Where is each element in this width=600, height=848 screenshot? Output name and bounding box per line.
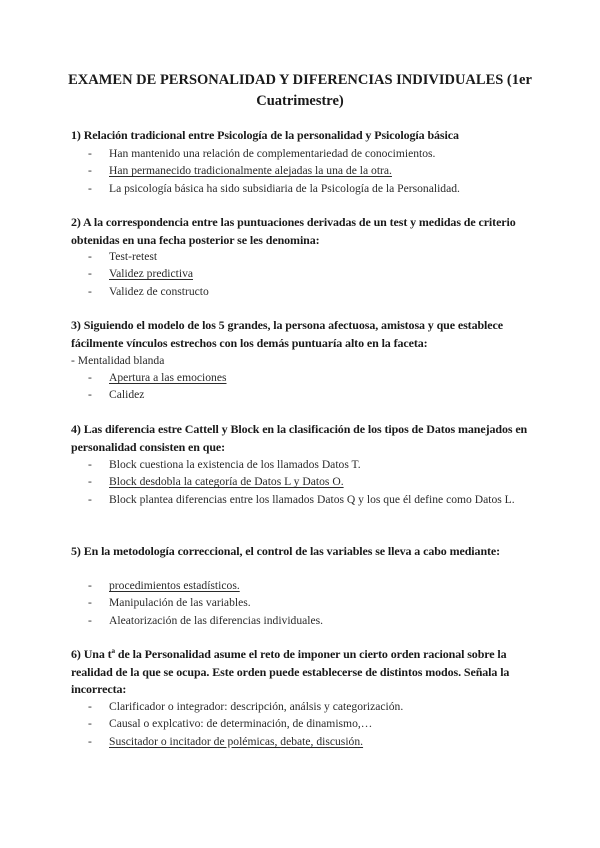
question-3: 3) Siguiendo el modelo de los 5 grandes, la persona afectuosa, amistosa y que establece fácilmente vínculos estrechos con los demás puntuaría alto en la faceta: [71, 318, 503, 350]
option: - Mentalidad blanda [71, 354, 165, 367]
question-1: 1) Relación tradicional entre Psicología de la personalidad y Psicología básica [71, 128, 459, 142]
options-2 [88, 248, 528, 300]
option-correct: - procedimientos estadísticos. [88, 577, 528, 594]
option-correct: - Block desdobla la categoría de Datos L y Datos O. [88, 473, 528, 490]
option-correct: - Apertura a las emociones [88, 369, 528, 386]
option: - La psicología básica ha sido subsidiaria de la Psicología de la Personalidad. [88, 180, 528, 197]
option: - Manipulación de las variables. [88, 594, 528, 611]
option: - Calidez [88, 386, 528, 403]
options-6 [88, 698, 528, 750]
option-correct: - Han permanecido tradicionalmente alejadas la una de la otra. [88, 162, 528, 179]
option: - Aleatorización de las diferencias individuales. [88, 612, 528, 629]
option: - Block plantea diferencias entre los llamados Datos Q y los que él define como Datos L. [88, 491, 528, 508]
option: - Causal o explcativo: de determinación, de dinamismo,… [88, 715, 528, 732]
question-4: 4) Las diferencia estre Cattell y Block en la clasificación de los tipos de Datos manejados en personalidad consisten en que: [71, 422, 528, 454]
question-2: 2) A la correspondencia entre las puntuaciones derivadas de un test y medidas de criterio obtenidas en una fecha posterior se les denomina: [71, 215, 516, 247]
option: - Block cuestiona la existencia de los llamados Datos T. [88, 456, 528, 473]
question-5: 5) En la metodología correccional, el control de las variables se lleva a cabo mediante: [71, 544, 501, 558]
options-4 [88, 456, 528, 508]
options-3 [88, 369, 528, 404]
options-5 [88, 577, 528, 629]
option-correct: - Suscitador o incitador de polémicas, debate, discusión. [88, 733, 528, 750]
option: - Validez de constructo [88, 283, 528, 300]
option: - Han mantenido una relación de complementariedad de conocimientos. [88, 145, 528, 162]
exam-title: EXAMEN DE PERSONALIDAD Y DIFERENCIAS INDIVIDUALES (1er Cuatrimestre) [68, 72, 532, 109]
option-correct: - Validez predictiva [88, 265, 528, 282]
option: - Clarificador o integrador: descripción, análsis y categorización. [88, 698, 528, 715]
options-1 [88, 145, 528, 197]
question-6: 6) Una tª de la Personalidad asume el reto de imponer un cierto orden racional sobre la realidad de la que se ocupa. Este orden puede establecerse de distintos modos. Señala la incorrecta: [71, 647, 510, 696]
option: - Test-retest [88, 248, 528, 265]
